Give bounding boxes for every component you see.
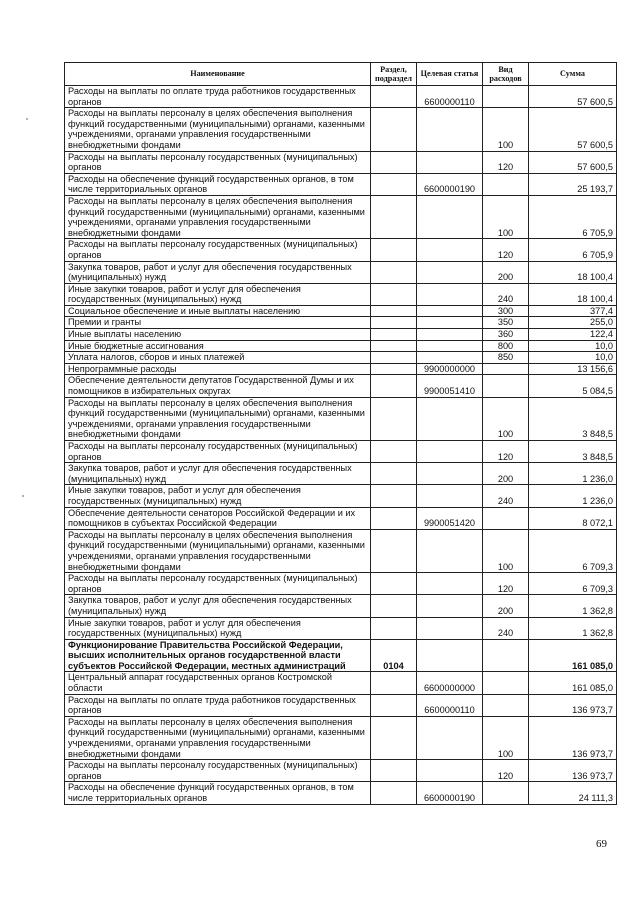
cell-section [371, 672, 417, 694]
cell-section [371, 195, 417, 238]
cell-name: Расходы на выплаты персоналу государственных (муниципальных) органов [65, 441, 371, 463]
cell-kind: 120 [483, 239, 529, 261]
table-row [65, 305, 617, 317]
cell-name: Центральный аппарат государственных органов Костромской области [65, 672, 371, 694]
cell-name: Функционирование Правительства Российской Федерации, высших исполнительных органов государственной власти субъектов Российской Федерации, местных администраций [65, 639, 371, 672]
table-row [65, 507, 617, 529]
header-target: Целевая статья [417, 63, 483, 86]
cell-name: Непрограммные расходы [65, 363, 371, 375]
cell-target [417, 261, 483, 283]
cell-kind: 120 [483, 151, 529, 173]
table-row [65, 397, 617, 440]
budget-table-sheet [64, 62, 616, 805]
table-row [65, 463, 617, 485]
table-row [65, 151, 617, 173]
cell-name: Расходы на выплаты по оплате труда работников государственных органов [65, 694, 371, 716]
table-row [65, 261, 617, 283]
cell-kind: 100 [483, 529, 529, 572]
cell-target [417, 305, 483, 317]
cell-sum: 57 600,5 [529, 108, 617, 151]
cell-sum: 3 848,5 [529, 441, 617, 463]
cell-sum: 57 600,5 [529, 86, 617, 108]
cell-target [417, 529, 483, 572]
cell-sum: 6 709,3 [529, 573, 617, 595]
table-row [65, 340, 617, 352]
cell-section [371, 694, 417, 716]
cell-kind: 120 [483, 441, 529, 463]
cell-sum: 6 705,9 [529, 195, 617, 238]
header-kind: Вид расходов [483, 63, 529, 86]
cell-sum: 18 100,4 [529, 261, 617, 283]
cell-kind [483, 672, 529, 694]
table-row [65, 173, 617, 195]
cell-sum: 13 156,6 [529, 363, 617, 375]
cell-name: Расходы на обеспечение функций государственных органов, в том числе территориальных органов [65, 782, 371, 804]
cell-name: Социальное обеспечение и иные выплаты населению [65, 305, 371, 317]
cell-target [417, 352, 483, 364]
cell-sum: 24 111,3 [529, 782, 617, 804]
page-number: 69 [596, 838, 607, 850]
cell-section [371, 441, 417, 463]
cell-name: Расходы на выплаты персоналу в целях обеспечения выполнения функций государственными (муниципальными) органами, казенными учреждениями, органами управления государственными внебюджетными фондами [65, 397, 371, 440]
cell-kind [483, 363, 529, 375]
cell-target [417, 617, 483, 639]
cell-name: Иные бюджетные ассигнования [65, 340, 371, 352]
cell-sum: 1 236,0 [529, 463, 617, 485]
cell-section [371, 352, 417, 364]
cell-sum: 10,0 [529, 352, 617, 364]
cell-section [371, 173, 417, 195]
header-name: Наименование [65, 63, 371, 86]
cell-kind [483, 694, 529, 716]
cell-section [371, 305, 417, 317]
cell-target [417, 485, 483, 507]
cell-kind: 100 [483, 108, 529, 151]
cell-target: 9900000000 [417, 363, 483, 375]
cell-target: 6600000110 [417, 86, 483, 108]
table-header-row [65, 63, 617, 86]
cell-target [417, 463, 483, 485]
cell-target: 9900051410 [417, 375, 483, 397]
cell-section [371, 782, 417, 804]
cell-sum: 136 973,7 [529, 716, 617, 759]
cell-target [417, 340, 483, 352]
cell-kind: 240 [483, 283, 529, 305]
table-row [65, 108, 617, 151]
table-row [65, 86, 617, 108]
cell-name: Расходы на выплаты персоналу государственных (муниципальных) органов [65, 573, 371, 595]
table-row [65, 317, 617, 329]
cell-kind: 200 [483, 261, 529, 283]
cell-kind: 200 [483, 463, 529, 485]
cell-section [371, 86, 417, 108]
header-sum: Сумма [529, 63, 617, 86]
table-row [65, 782, 617, 804]
cell-section [371, 716, 417, 759]
cell-kind: 300 [483, 305, 529, 317]
cell-kind [483, 375, 529, 397]
cell-sum: 122,4 [529, 329, 617, 341]
cell-target [417, 595, 483, 617]
cell-sum: 161 085,0 [529, 672, 617, 694]
cell-kind [483, 173, 529, 195]
table-row [65, 239, 617, 261]
cell-sum: 10,0 [529, 340, 617, 352]
cell-target [417, 283, 483, 305]
cell-section [371, 317, 417, 329]
cell-section [371, 573, 417, 595]
table-row [65, 672, 617, 694]
cell-target [417, 329, 483, 341]
cell-section [371, 463, 417, 485]
cell-target: 6600000190 [417, 782, 483, 804]
cell-kind [483, 639, 529, 672]
cell-name: Расходы на выплаты персоналу в целях обеспечения выполнения функций государственными (муниципальными) органами, казенными учреждениями, органами управления государственными внебюджетными фондами [65, 529, 371, 572]
cell-kind: 200 [483, 595, 529, 617]
cell-sum: 377,4 [529, 305, 617, 317]
cell-name: Иные закупки товаров, работ и услуг для обеспечения государственных (муниципальных) нужд [65, 617, 371, 639]
cell-target [417, 573, 483, 595]
table-row [65, 529, 617, 572]
cell-kind [483, 507, 529, 529]
cell-section [371, 363, 417, 375]
cell-section [371, 340, 417, 352]
cell-sum: 136 973,7 [529, 760, 617, 782]
cell-target: 6600000000 [417, 672, 483, 694]
cell-sum: 5 084,5 [529, 375, 617, 397]
cell-section [371, 283, 417, 305]
table-row [65, 375, 617, 397]
cell-section [371, 507, 417, 529]
cell-name: Закупка товаров, работ и услуг для обеспечения государственных (муниципальных) нужд [65, 261, 371, 283]
cell-name: Расходы на выплаты персоналу государственных (муниципальных) органов [65, 239, 371, 261]
cell-sum: 255,0 [529, 317, 617, 329]
cell-name: Обеспечение деятельности депутатов Государственной Думы и их помощников в избирательных округах [65, 375, 371, 397]
cell-target [417, 239, 483, 261]
cell-section [371, 617, 417, 639]
cell-kind: 240 [483, 485, 529, 507]
cell-name: Закупка товаров, работ и услуг для обеспечения государственных (муниципальных) нужд [65, 595, 371, 617]
table-row [65, 195, 617, 238]
table-row [65, 573, 617, 595]
cell-kind: 800 [483, 340, 529, 352]
cell-sum: 1 362,8 [529, 595, 617, 617]
cell-kind: 350 [483, 317, 529, 329]
cell-name: Расходы на выплаты персоналу государственных (муниципальных) органов [65, 151, 371, 173]
cell-target [417, 760, 483, 782]
cell-name: Уплата налогов, сборов и иных платежей [65, 352, 371, 364]
cell-target: 6600000110 [417, 694, 483, 716]
cell-section: 0104 [371, 639, 417, 672]
cell-name: Премии и гранты [65, 317, 371, 329]
table-row [65, 694, 617, 716]
cell-target [417, 397, 483, 440]
cell-kind: 100 [483, 716, 529, 759]
cell-sum: 6 709,3 [529, 529, 617, 572]
table-row [65, 329, 617, 341]
table-row [65, 639, 617, 672]
cell-name: Закупка товаров, работ и услуг для обеспечения государственных (муниципальных) нужд [65, 463, 371, 485]
cell-name: Расходы на выплаты персоналу в целях обеспечения выполнения функций государственными (муниципальными) органами, казенными учреждениями, органами управления государственными внебюджетными фондами [65, 108, 371, 151]
cell-sum: 161 085,0 [529, 639, 617, 672]
cell-target [417, 108, 483, 151]
cell-sum: 8 072,1 [529, 507, 617, 529]
cell-kind [483, 86, 529, 108]
cell-kind: 240 [483, 617, 529, 639]
cell-sum: 25 193,7 [529, 173, 617, 195]
cell-name: Расходы на выплаты персоналу в целях обеспечения выполнения функций государственными (муниципальными) органами, казенными учреждениями, органами управления государственными внебюджетными фондами [65, 716, 371, 759]
cell-name: Расходы на выплаты персоналу в целях обеспечения выполнения функций государственными (муниципальными) органами, казенными учреждениями, органами управления государственными внебюджетными фондами [65, 195, 371, 238]
cell-section [371, 397, 417, 440]
cell-kind: 360 [483, 329, 529, 341]
table-row [65, 716, 617, 759]
cell-sum: 136 973,7 [529, 694, 617, 716]
cell-section [371, 760, 417, 782]
cell-name: Обеспечение деятельности сенаторов Российской Федерации и их помощников в субъектах Российской Федерации [65, 507, 371, 529]
cell-sum: 6 705,9 [529, 239, 617, 261]
cell-name: Иные закупки товаров, работ и услуг для обеспечения государственных (муниципальных) нужд [65, 283, 371, 305]
cell-name: Иные закупки товаров, работ и услуг для обеспечения государственных (муниципальных) нужд [65, 485, 371, 507]
cell-target: 9900051420 [417, 507, 483, 529]
cell-kind: 850 [483, 352, 529, 364]
cell-target [417, 151, 483, 173]
cell-kind: 100 [483, 195, 529, 238]
cell-name: Расходы на обеспечение функций государственных органов, в том числе территориальных органов [65, 173, 371, 195]
cell-target [417, 716, 483, 759]
cell-name: Расходы на выплаты персоналу государственных (муниципальных) органов [65, 760, 371, 782]
table-row [65, 617, 617, 639]
cell-section [371, 329, 417, 341]
cell-target [417, 195, 483, 238]
cell-kind: 120 [483, 573, 529, 595]
cell-section [371, 375, 417, 397]
cell-section [371, 595, 417, 617]
table-row [65, 485, 617, 507]
cell-section [371, 151, 417, 173]
cell-sum: 3 848,5 [529, 397, 617, 440]
table-body [65, 86, 617, 805]
cell-sum: 57 600,5 [529, 151, 617, 173]
cell-section [371, 261, 417, 283]
table-row [65, 760, 617, 782]
table-row [65, 352, 617, 364]
table-row [65, 441, 617, 463]
table-row [65, 283, 617, 305]
scan-mark [26, 118, 28, 120]
cell-target: 6600000190 [417, 173, 483, 195]
cell-section [371, 485, 417, 507]
header-section: Раздел, подраздел [371, 63, 417, 86]
table-row [65, 363, 617, 375]
cell-kind [483, 782, 529, 804]
cell-sum: 18 100,4 [529, 283, 617, 305]
cell-kind: 100 [483, 397, 529, 440]
cell-sum: 1 362,8 [529, 617, 617, 639]
cell-name: Иные выплаты населению [65, 329, 371, 341]
cell-section [371, 239, 417, 261]
cell-target [417, 441, 483, 463]
cell-kind: 120 [483, 760, 529, 782]
scan-mark [22, 495, 24, 497]
cell-target [417, 639, 483, 672]
cell-sum: 1 236,0 [529, 485, 617, 507]
cell-name: Расходы на выплаты по оплате труда работников государственных органов [65, 86, 371, 108]
table-row [65, 595, 617, 617]
budget-table [64, 62, 617, 805]
cell-section [371, 529, 417, 572]
cell-section [371, 108, 417, 151]
cell-target [417, 317, 483, 329]
